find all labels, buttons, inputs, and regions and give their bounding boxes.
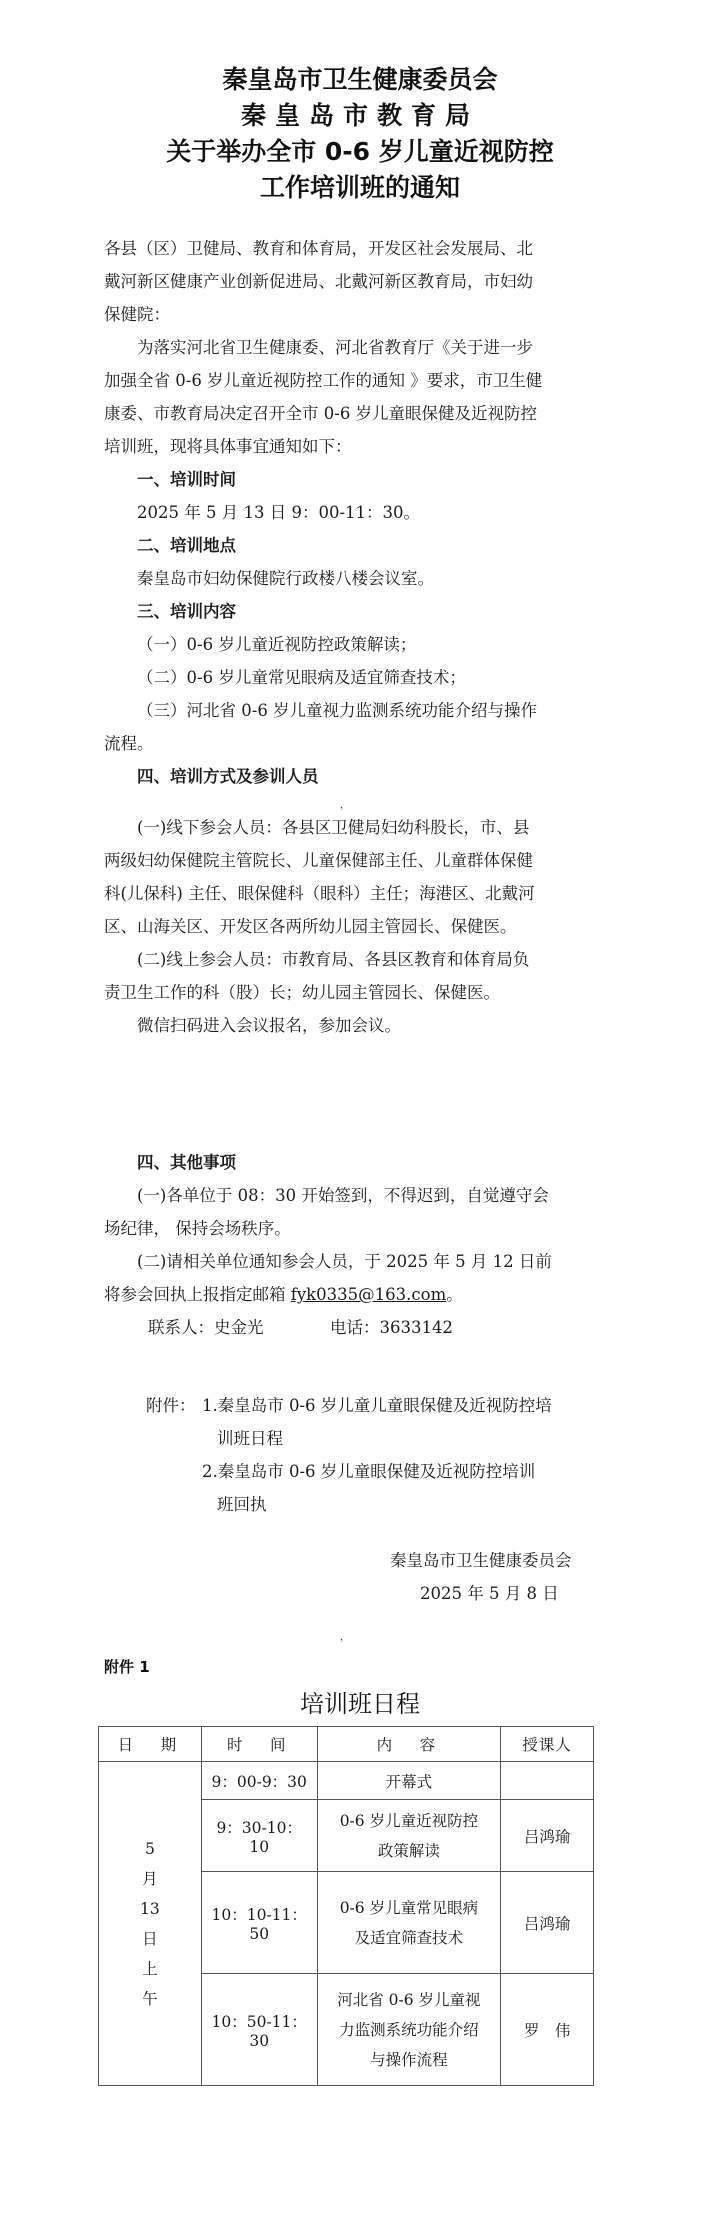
- other-item-2: (二)请相关单位通知参会人员，于 2025 年 5 月 12 日前: [137, 1252, 552, 1271]
- signature-org: 秦皇岛市卫生健康委员会: [390, 1551, 572, 1570]
- wechat-note: 微信扫码进入会议报名，参加会议。: [137, 1016, 401, 1035]
- recipients-line-2: 戴河新区健康产业创新促进局、北戴河新区教育局，市妇幼: [104, 272, 533, 291]
- offline-line-4: 区、山海关区、开发区各两所幼儿园主管园长、保健医。: [104, 917, 517, 936]
- submit-text: 将参会回执上报指定邮箱: [104, 1285, 291, 1304]
- section-1-heading: 一、培训时间: [137, 470, 236, 489]
- table-row: [99, 1762, 594, 1800]
- col-speaker-header: 授课人: [501, 1727, 594, 1762]
- doc-title-line-3: 关于举办全市 0-6 岁儿童近视防控: [166, 137, 554, 166]
- attachment-1: 1.秦皇岛市 0-6 岁儿童儿童眼保健及近视防控培: [202, 1396, 552, 1415]
- other-item-1-cont: 场纪律， 保持会场秩序。: [104, 1219, 291, 1238]
- col-content-header: 内 容: [317, 1727, 501, 1762]
- attachment-1-cont: 训班日程: [217, 1429, 283, 1448]
- offline-line-1: (一)线下参会人员：各县区卫健局妇幼科股长，市、县: [137, 818, 530, 837]
- section-5-heading: 四、其他事项: [137, 1153, 236, 1172]
- row-content: 河北省 0-6 岁儿童视 力监测系统功能介绍 与操作流程: [317, 1974, 501, 2086]
- intro-line-2: 加强全省 0-6 岁儿童近视防控工作的通知 》要求，市卫生健: [104, 371, 543, 390]
- row-speaker: [501, 1762, 594, 1800]
- online-line-1: (二)线上参会人员：市教育局、各县区教育和体育局负: [137, 950, 530, 969]
- schedule-header-row: [99, 1727, 594, 1762]
- section-2-text: 秦皇岛市妇幼保健院行政楼八楼会议室。: [137, 569, 434, 588]
- row-speaker: 罗 伟: [501, 1974, 594, 2086]
- contact-phone: [330, 1317, 530, 1339]
- scan-mark: ，: [340, 800, 350, 811]
- col-date-header: 日 期: [99, 1727, 202, 1762]
- section-3-item-1: （一）0-6 岁儿童近视防控政策解读；: [137, 635, 417, 654]
- other-item-1: (一)各单位于 08：30 开始签到，不得迟到，自觉遵守会: [137, 1186, 549, 1205]
- section-3-item-2: （二）0-6 岁儿童常见眼病及适宜筛查技术；: [137, 668, 466, 687]
- attachment-2: 2.秦皇岛市 0-6 岁儿童眼保健及近视防控培训: [202, 1462, 536, 1481]
- row-speaker: 吕鸿瑜: [501, 1872, 594, 1974]
- other-item-2-cont: [104, 1284, 602, 1306]
- schedule-table: [98, 1726, 594, 2086]
- date-cell: 5 月 13 日 上 午: [99, 1762, 202, 2086]
- attachments-label: 附件：: [146, 1396, 196, 1415]
- recipients-line-1: 各县（区）卫健局、教育和体育局，开发区社会发展局、北: [104, 239, 533, 258]
- row-time: 10：50-11：30: [201, 1974, 317, 2086]
- section-1-text: 2025 年 5 月 13 日 9：00-11：30。: [137, 503, 421, 522]
- row-content: 0-6 岁儿童近视防控 政策解读: [317, 1800, 501, 1872]
- offline-line-3: 科(儿保科) 主任、眼保健科（眼科）主任；海港区、北戴河: [104, 884, 535, 903]
- col-time-header: 时 间: [201, 1727, 317, 1762]
- submit-text-end: 。: [446, 1285, 463, 1304]
- offline-line-2: 两级妇幼保健院主管院长、儿童保健部主任、儿童群体保健: [104, 851, 533, 870]
- contact-person: 联系人：史金光: [148, 1318, 264, 1337]
- row-time: 10：10-11：50: [201, 1872, 317, 1974]
- section-3-item-3-cont: 流程。: [104, 734, 154, 753]
- email-link[interactable]: fyk0335@163.com: [290, 1285, 447, 1304]
- section-3-item-3: （三）河北省 0-6 岁儿童视力监测系统功能介绍与操作: [137, 701, 538, 720]
- attachment-2-cont: 班回执: [217, 1495, 267, 1514]
- section-2-heading: 二、培训地点: [137, 536, 236, 555]
- row-time: 9：00-9：30: [201, 1762, 317, 1800]
- signature-date: 2025 年 5 月 8 日: [420, 1584, 559, 1603]
- row-content: 开幕式: [317, 1762, 501, 1800]
- row-speaker: 吕鸿瑜: [501, 1800, 594, 1872]
- attachment-1-label: 附件 1: [104, 1658, 150, 1676]
- row-content: 0-6 岁儿童常见眼病 及适宜筛查技术: [317, 1872, 501, 1974]
- intro-line-4: 培训班，现将具体事宜通知如下：: [104, 437, 352, 456]
- phone-number: 3633142: [379, 1318, 453, 1337]
- schedule-title: 培训班日程: [300, 1690, 420, 1718]
- recipients-line-3: 保健院：: [104, 305, 170, 324]
- intro-line-3: 康委、市教育局决定召开全市 0-6 岁儿童眼保健及近视防控: [104, 404, 538, 423]
- online-line-2: 责卫生工作的科（股）长；幼儿园主管园长、保健医。: [104, 983, 500, 1002]
- section-3-heading: 三、培训内容: [137, 602, 236, 621]
- phone-label: 电话：: [330, 1318, 380, 1337]
- doc-title-line-2: 秦皇岛市教育局: [240, 101, 479, 130]
- section-4-heading: 四、培训方式及参训人员: [137, 767, 319, 786]
- doc-title-line-1: 秦皇岛市卫生健康委员会: [222, 65, 498, 94]
- page-mark: ，: [340, 1632, 350, 1643]
- doc-title-line-4: 工作培训班的通知: [259, 173, 460, 202]
- row-time: 9：30-10：10: [201, 1800, 317, 1872]
- intro-line-1: 为落实河北省卫生健康委、河北省教育厅《关于进一步: [137, 338, 533, 357]
